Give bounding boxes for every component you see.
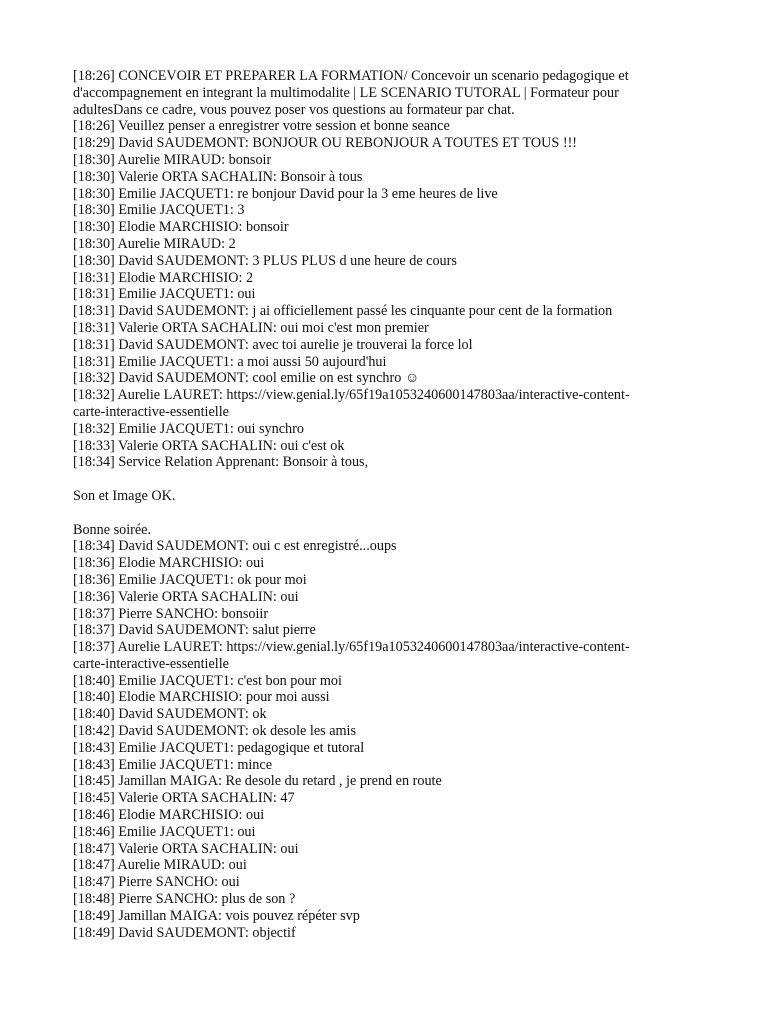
chat-line: [18:31] Valerie ORTA SACHALIN: oui moi c'est mon premier bbox=[73, 319, 429, 336]
chat-line: [18:34] Service Relation Apprenant: Bonsoir à tous, bbox=[73, 454, 369, 471]
chat-line: [18:31] David SAUDEMONT: avec toi aurelie je trouverai la force lol bbox=[73, 336, 473, 353]
chat-line: [18:31] Emilie JACQUET1: a moi aussi 50 aujourd'hui bbox=[73, 353, 387, 370]
chat-line: [18:40] Elodie MARCHISIO: pour moi aussi bbox=[73, 689, 330, 706]
chat-line: [18:37] Pierre SANCHO: bonsoiir bbox=[73, 605, 269, 622]
chat-line: [18:30] Valerie ORTA SACHALIN: Bonsoir à tous bbox=[73, 168, 363, 185]
chat-line: [18:47] Aurelie MIRAUD: oui bbox=[73, 857, 247, 874]
chat-line: [18:48] Pierre SANCHO: plus de son ? bbox=[73, 891, 296, 908]
chat-line: [18:47] Valerie ORTA SACHALIN: oui bbox=[73, 840, 299, 857]
chat-line: [18:31] Elodie MARCHISIO: 2 bbox=[73, 269, 254, 286]
chat-line: [18:26] CONCEVOIR ET PREPARER LA FORMATION/ Concevoir un scenario pedagogique et bbox=[73, 68, 629, 84]
chat-line: [18:46] Emilie JACQUET1: oui bbox=[73, 823, 256, 840]
chat-line: [18:49] David SAUDEMONT: objectif bbox=[73, 924, 296, 941]
chat-line: [18:43] Emilie JACQUET1: mince bbox=[73, 756, 272, 773]
chat-line: [18:37] David SAUDEMONT: salut pierre bbox=[73, 622, 316, 639]
chat-line: [18:31] Emilie JACQUET1: oui bbox=[73, 286, 256, 303]
chat-line: d'accompagnement en integrant la multimodalite | LE SCENARIO TUTORAL | Formateur pour bbox=[73, 84, 619, 101]
chat-line: [18:30] Elodie MARCHISIO: bonsoir bbox=[73, 219, 289, 236]
chat-transcript bbox=[73, 68, 693, 941]
chat-line: [18:49] Jamillan MAIGA: vois pouvez répéter svp bbox=[73, 907, 360, 924]
chat-line: [18:30] David SAUDEMONT: 3 PLUS PLUS d une heure de cours bbox=[73, 252, 457, 269]
chat-line: [18:30] Aurelie MIRAUD: bonsoir bbox=[73, 151, 272, 168]
chat-line: [18:43] Emilie JACQUET1: pedagogique et tutoral bbox=[73, 739, 365, 756]
chat-line: [18:26] Veuillez penser a enregistrer votre session et bonne seance bbox=[73, 118, 450, 135]
chat-line: [18:30] Emilie JACQUET1: re bonjour David pour la 3 eme heures de live bbox=[73, 185, 498, 202]
chat-line: [18:30] Emilie JACQUET1: 3 bbox=[73, 202, 245, 219]
chat-line: [18:47] Pierre SANCHO: oui bbox=[73, 874, 240, 891]
chat-line: [18:29] David SAUDEMONT: BONJOUR OU REBONJOUR A TOUTES ET TOUS !!! bbox=[73, 135, 578, 152]
blank-line bbox=[73, 471, 693, 488]
chat-line: Bonne soirée. bbox=[73, 521, 152, 538]
chat-line: [18:32] Aurelie LAURET: https://view.genial.ly/65f19a1053240600147803aa/interactive-content- bbox=[73, 387, 630, 404]
chat-line: [18:31] David SAUDEMONT: j ai officiellement passé les cinquante pour cent de la formation bbox=[73, 303, 613, 320]
chat-line: [18:36] Emilie JACQUET1: ok pour moi bbox=[73, 571, 307, 588]
chat-line: [18:36] Elodie MARCHISIO: oui bbox=[73, 555, 265, 572]
chat-line: carte-interactive-essentielle bbox=[73, 655, 229, 672]
chat-line: [18:40] Emilie JACQUET1: c'est bon pour moi bbox=[73, 672, 342, 689]
chat-line: [18:33] Valerie ORTA SACHALIN: oui c'est ok bbox=[73, 437, 345, 454]
chat-line: Son et Image OK. bbox=[73, 487, 176, 504]
chat-line: [18:32] David SAUDEMONT: cool emilie on est synchro ☺ bbox=[73, 370, 420, 387]
chat-line: [18:45] Jamillan MAIGA: Re desole du retard , je prend en route bbox=[73, 773, 442, 790]
blank-line bbox=[73, 505, 693, 522]
chat-line: [18:37] Aurelie LAURET: https://view.genial.ly/65f19a1053240600147803aa/interactive-content- bbox=[73, 639, 630, 656]
chat-line: adultesDans ce cadre, vous pouvez poser vos questions au formateur par chat. bbox=[73, 101, 515, 118]
chat-line: [18:32] Emilie JACQUET1: oui synchro bbox=[73, 420, 304, 437]
chat-line: [18:42] David SAUDEMONT: ok desole les amis bbox=[73, 723, 357, 740]
chat-line: [18:36] Valerie ORTA SACHALIN: oui bbox=[73, 588, 299, 605]
chat-line: [18:45] Valerie ORTA SACHALIN: 47 bbox=[73, 790, 295, 807]
chat-line: [18:40] David SAUDEMONT: ok bbox=[73, 706, 267, 723]
chat-line: [18:34] David SAUDEMONT: oui c est enregistré...oups bbox=[73, 538, 397, 555]
chat-line: [18:46] Elodie MARCHISIO: oui bbox=[73, 807, 265, 824]
chat-line: [18:30] Aurelie MIRAUD: 2 bbox=[73, 235, 236, 252]
chat-line: carte-interactive-essentielle bbox=[73, 403, 229, 420]
